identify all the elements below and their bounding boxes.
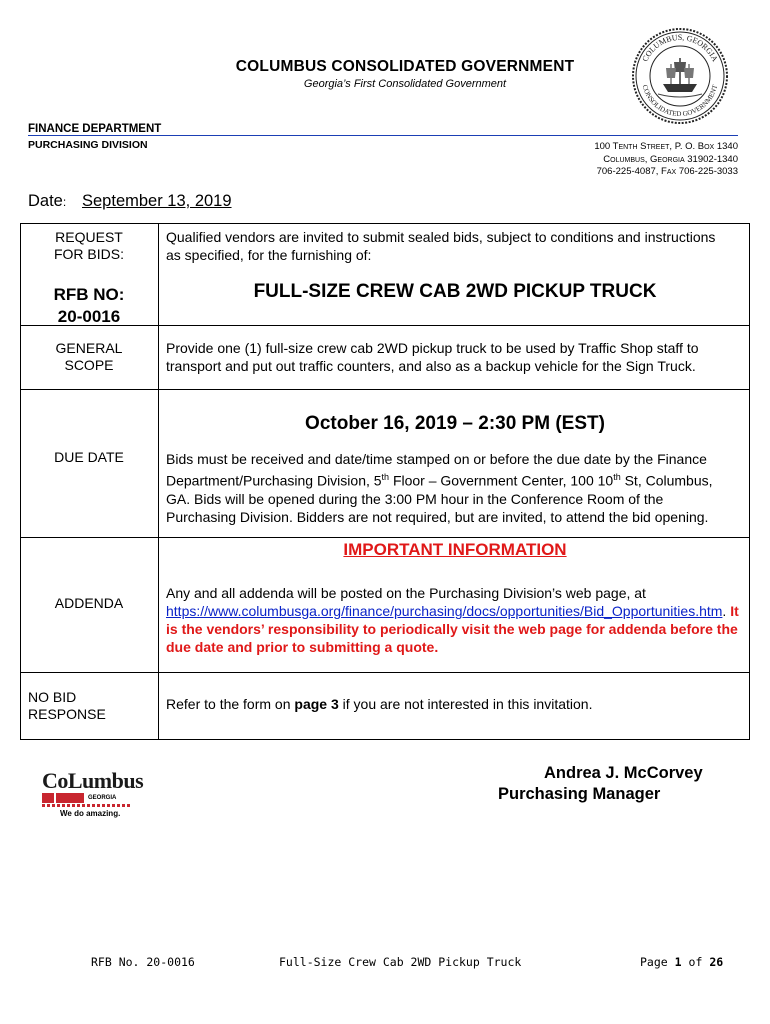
addenda-label: ADDENDA [54, 595, 124, 611]
department-name: FINANCE DEPARTMENT [28, 123, 162, 135]
date-label: Date: [28, 192, 67, 210]
rfb-number-label: RFB NO: 20-0016 [53, 285, 125, 326]
ship-seal-icon [630, 26, 730, 126]
seal-text-top: COLUMBUS, GEORGIA [640, 32, 720, 64]
bid-opportunities-link[interactable]: https://www.columbusga.org/finance/purchasing/docs/opportunities/Bid_Opportunities.htm [166, 603, 723, 619]
due-date-headline: October 16, 2019 – 2:30 PM (EST) [305, 413, 605, 434]
due-date-label: DUE DATE [54, 449, 124, 465]
department-rule [28, 135, 738, 136]
seal-text-bottom: CONSOLIDATED GOVERNMENT [640, 83, 720, 119]
table-row-divider [20, 537, 750, 538]
org-title: COLUMBUS CONSOLIDATED GOVERNMENT [235, 58, 575, 75]
logo-tagline: We do amazing. [60, 809, 121, 818]
org-subtitle: Georgia’s First Consolidated Government [303, 78, 507, 90]
signer-name: Andrea J. McCorvey [544, 764, 703, 782]
due-date-text: Bids must be received and date/time stamped on or before the due date by the Finance Department/Purchasing Division, 5th Floor – Government Center, 100 10th St, Columbus, GA. Bids will be opened during the 3:00 PM hour in the Conference Room of the Purchasing Division. Bidders are not required, but are invited, to attend the bid opening. [166, 451, 713, 525]
signer-title: Purchasing Manager [498, 785, 661, 803]
logo-stripe [42, 804, 132, 807]
address-line-3: 706-225-4087, Fax 706-225-3033 [596, 166, 738, 178]
logo-state: GEORGIA [88, 795, 117, 801]
addenda-text: Any and all addenda will be posted on the Purchasing Division’s web page, at https://www.columbusga.org/finance/purchasing/docs/opportunities/Bid_Opportunities.htm. It is the vendors’ responsibility to periodically visit the web page for addenda before the due date and prior to submitting a quote. [166, 585, 739, 655]
logo-word: CoLumbus [42, 768, 144, 793]
important-info-heading: IMPORTANT INFORMATION [343, 540, 567, 559]
division-name: PURCHASING DIVISION [28, 139, 148, 151]
table-row-divider [20, 389, 750, 390]
scope-label: GENERAL SCOPE [55, 340, 123, 373]
logo-band [42, 793, 142, 803]
no-bid-label: NO BID RESPONSE [28, 689, 106, 722]
item-title: FULL-SIZE CREW CAB 2WD PICKUP TRUCK [253, 281, 657, 302]
request-label: REQUEST FOR BIDS: [53, 229, 124, 262]
footer-rfb-number: RFB No. 20-0016 [91, 955, 195, 969]
address-line-1: 100 Tenth Street, P. O. Box 1340 [594, 141, 738, 152]
table-row-divider [20, 672, 750, 673]
no-bid-text: Refer to the form on page 3 if you are not interested in this invitation. [166, 696, 593, 712]
footer-title: Full-Size Crew Cab 2WD Pickup Truck [279, 955, 522, 969]
columbus-logo [42, 770, 142, 820]
table-column-divider [158, 223, 159, 740]
address-line-2: Columbus, Georgia 31902-1340 [603, 153, 738, 165]
date-value: September 13, 2019 [82, 192, 232, 210]
department-address [594, 141, 738, 179]
footer-page-number: Page 1 of 26 [640, 955, 724, 969]
scope-text: Provide one (1) full-size crew cab 2WD pickup truck to be used by Traffic Shop staff to transport and put out traffic counters, and also as a backup vehicle for the Sign Truck. [166, 340, 699, 374]
request-text: Qualified vendors are invited to submit sealed bids, subject to conditions and instructions as specified, for the furnishing of: [166, 229, 716, 263]
